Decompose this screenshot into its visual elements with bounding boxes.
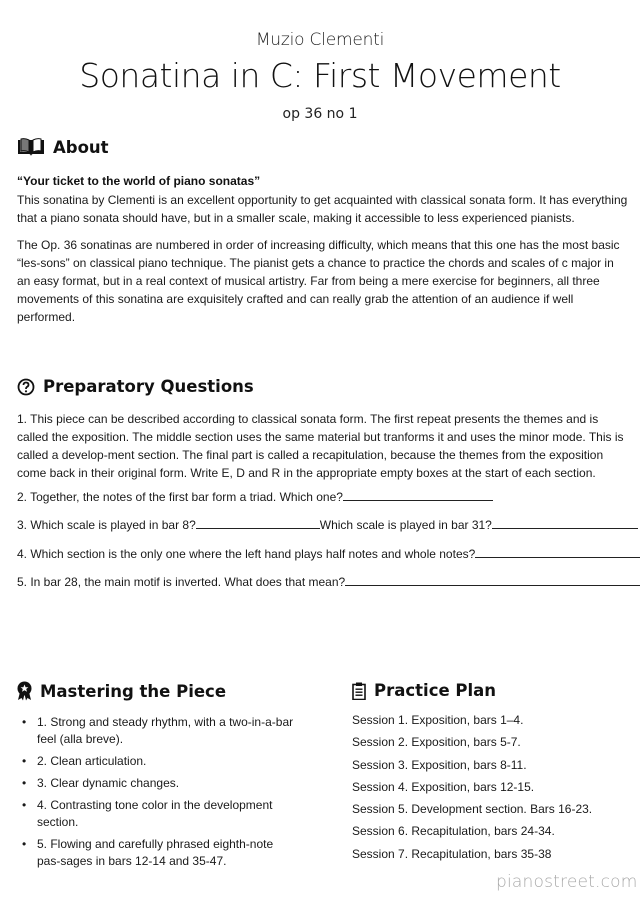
- question-2: [17, 489, 493, 504]
- mastering-heading: [17, 681, 226, 701]
- practice-session: Session 3. Exposition, bars 8-11.: [352, 757, 527, 772]
- practice-session: Session 6. Recapitulation, bars 24-34.: [352, 824, 555, 839]
- mastering-item: • 5. Flowing and carefully phrased eighth-note pas-sages in bars 12-14 and 35-47.: [17, 836, 297, 870]
- answer-blank-4[interactable]: [475, 546, 640, 558]
- question-4: [17, 546, 640, 561]
- practice-session: Session 5. Development section. Bars 16-23.: [352, 802, 593, 817]
- about-heading-text: About: [53, 137, 109, 157]
- question-3b-text: Which scale is played in bar 31?: [319, 518, 492, 532]
- question-circle-icon: [17, 378, 35, 396]
- award-ribbon-icon: [17, 681, 32, 701]
- practice-heading: [352, 681, 496, 700]
- mastering-list: [17, 714, 297, 875]
- brand-watermark: pianostreet.com: [496, 872, 638, 892]
- question-4-text: 4. Which section is the only one where the left hand plays half notes and whole notes?: [17, 547, 476, 561]
- practice-session: Session 2. Exposition, bars 5-7.: [352, 735, 521, 750]
- about-heading: [17, 137, 109, 157]
- about-quote: “Your ticket to the world of piano sonatas”: [17, 174, 261, 188]
- answer-blank-2[interactable]: [343, 489, 493, 501]
- page-title: Sonatina in C: First Movement: [79, 56, 561, 95]
- question-5: [17, 574, 640, 589]
- practice-session: Session 4. Exposition, bars 12-15.: [352, 779, 535, 794]
- about-paragraph-1: This sonatina by Clementi is an excellent opportunity to get acquainted with classical sonata form. It has everything that a piano sonata should have, but in a smaller scale, making it accessible to less experienced pianists.: [17, 193, 628, 225]
- answer-blank-5[interactable]: [345, 574, 640, 586]
- question-3a-text: 3. Which scale is played in bar 8?: [17, 518, 196, 532]
- composer-name: Muzio Clementi: [255, 30, 385, 50]
- answer-blank-3a[interactable]: [196, 517, 320, 529]
- mastering-item: • 3. Clear dynamic changes.: [17, 775, 297, 792]
- mastering-item: • 2. Clean articulation.: [17, 753, 297, 770]
- question-3: [17, 517, 638, 532]
- mastering-item: • 1. Strong and steady rhythm, with a two-in-a-bar feel (alla breve).: [17, 714, 297, 748]
- mastering-item: • 4. Contrasting tone color in the development section.: [17, 797, 297, 831]
- practice-heading-text: Practice Plan: [374, 681, 497, 700]
- about-paragraph-2: The Op. 36 sonatinas are numbered in order of increasing difficulty, which means that this one has the most basic “les-sons” on classical piano technique. The pianist gets a chance to practice the chords and scales of c major in an easy format, but in a real context of musical artistry. Far from being a mere exercise for beginners, all three movements of this sonatina are exquisitely crafted and can really grab the attention of an audience if well performed.: [17, 238, 620, 324]
- opus-number: op 36 no 1: [282, 106, 358, 122]
- question-2-text: 2. Together, the notes of the first bar form a triad. Which one?: [17, 490, 343, 504]
- answer-blank-3b[interactable]: [492, 517, 638, 529]
- practice-list: [352, 709, 632, 865]
- clipboard-list-icon: [352, 682, 366, 700]
- questions-heading: [17, 377, 254, 396]
- open-book-icon: [17, 137, 45, 157]
- questions-heading-text: Preparatory Questions: [43, 377, 254, 396]
- practice-session: Session 7. Recapitulation, bars 35-38: [352, 846, 552, 861]
- mastering-heading-text: Mastering the Piece: [40, 681, 227, 701]
- question-1: 1. This piece can be described according to classical sonata form. The first repeat presents the themes and is called the exposition. The middle section uses the same material but tranforms it and uses the minor mode. This is called a develop-ment section. The final part is called a recapitulation, because the themes from the exposition come back in their original form. Write E, D and R in the appropriate empty boxes at the start of each section.: [17, 412, 624, 480]
- practice-session: Session 1. Exposition, bars 1–4.: [352, 713, 524, 727]
- question-5-text: 5. In bar 28, the main motif is inverted. What does that mean?: [17, 575, 346, 589]
